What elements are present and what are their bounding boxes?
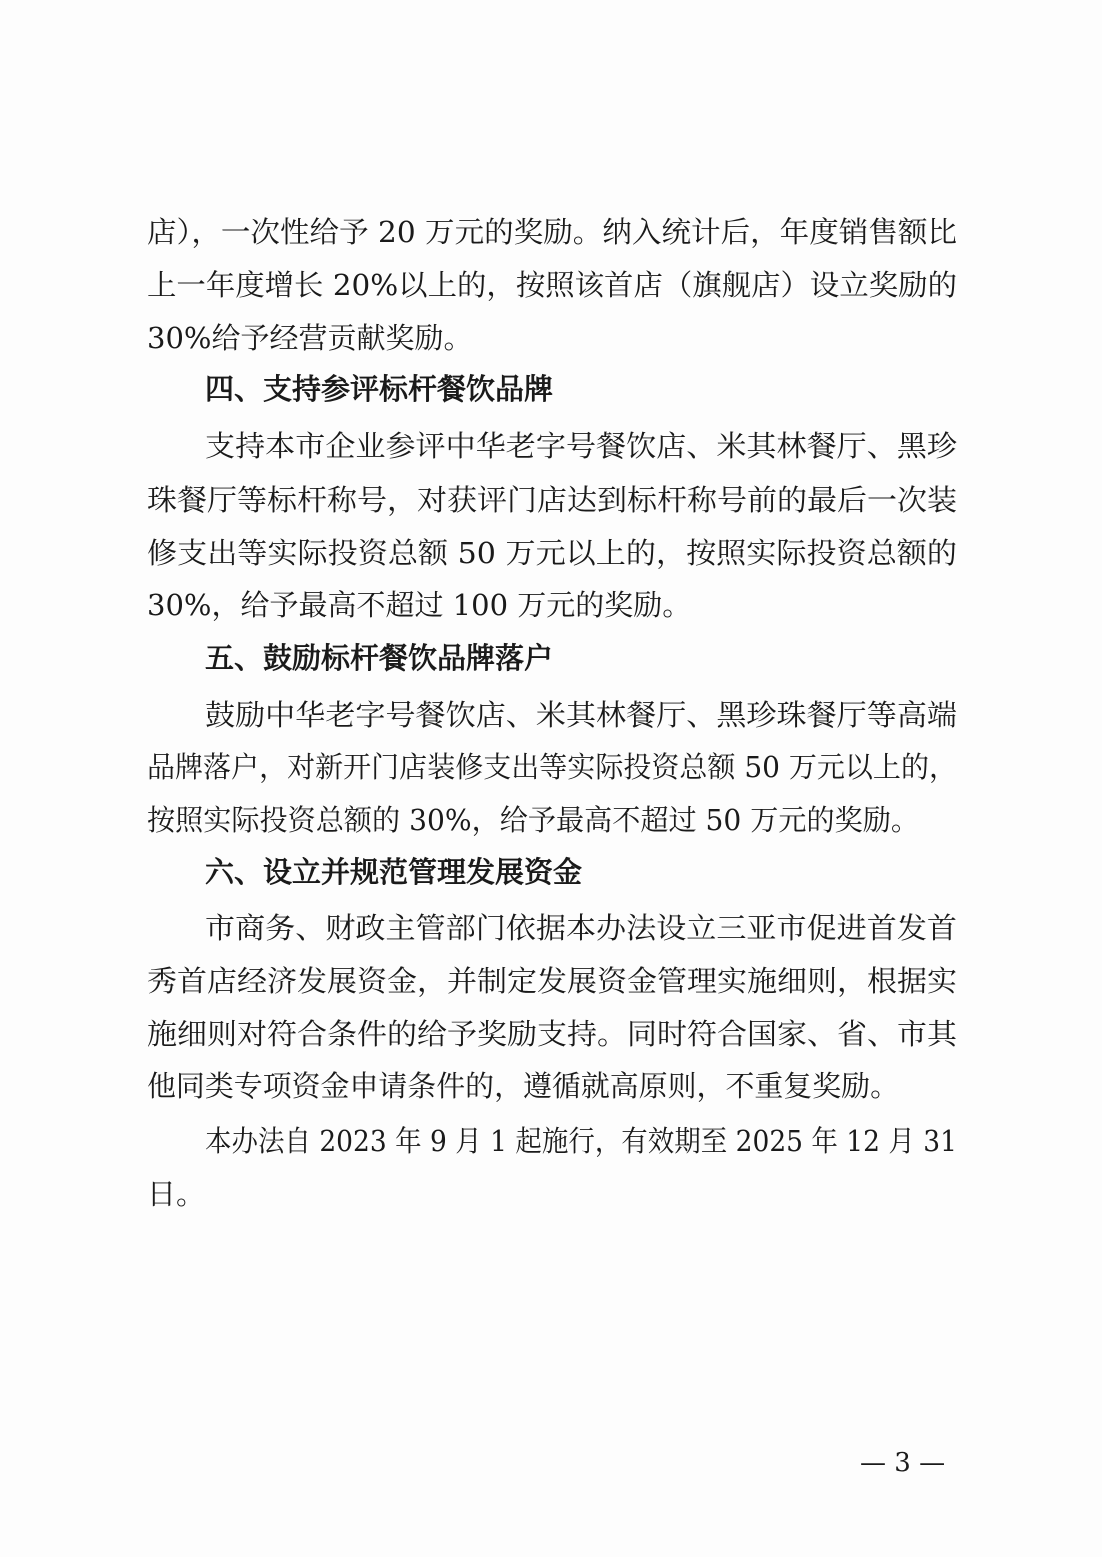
body-line [0, 526, 1102, 580]
line-text: 品牌落户，对新开门店装修支出等实际投资总额 50 万元以上的， [147, 750, 957, 784]
body-line [0, 1059, 1102, 1113]
body-line [0, 1007, 1102, 1061]
line-text: 支持本市企业参评中华老字号餐饮店、米其林餐厅、黑珍 [205, 429, 957, 463]
line-text: 30%给予经营贡献奖励。 [147, 321, 473, 355]
body-line [0, 473, 1102, 527]
body-line [0, 419, 1102, 473]
line-text: 秀首店经济发展资金，并制定发展资金管理实施细则，根据实 [147, 964, 957, 998]
line-text: 按照实际投资总额的 30%，给予最高不超过 50 万元的奖励。 [147, 803, 919, 837]
line-text: 鼓励中华老字号餐饮店、米其林餐厅、黑珍珠餐厅等高端 [205, 698, 957, 732]
body-line [0, 740, 1102, 794]
body-line [0, 205, 1102, 259]
body-line [0, 578, 1102, 632]
line-text: 本办法自 2023 年 9 月 1 起施行，有效期至 2025 年 12 月 31 [205, 1124, 957, 1158]
section-heading [0, 631, 1102, 685]
body-line [0, 793, 1102, 847]
heading-text: 六、设立并规范管理发展资金 [205, 855, 583, 889]
line-text: 上一年度增长 20%以上的，按照该首店（旗舰店）设立奖励的 [147, 268, 957, 302]
body-line [0, 311, 1102, 365]
line-text: 30%，给予最高不超过 100 万元的奖励。 [147, 588, 692, 622]
line-text: 修支出等实际投资总额 50 万元以上的，按照实际投资总额的 [147, 536, 957, 570]
section-heading [0, 845, 1102, 899]
line-text: 施细则对符合条件的给予奖励支持。同时符合国家、省、市其 [147, 1017, 957, 1051]
heading-text: 五、鼓励标杆餐饮品牌落户 [205, 641, 554, 675]
heading-text: 四、支持参评标杆餐饮品牌 [205, 372, 554, 406]
line-text: 珠餐厅等标杆称号，对获评门店达到标杆称号前的最后一次装 [147, 483, 957, 517]
line-text: 他同类专项资金申请条件的，遵循就高原则，不重复奖励。 [147, 1069, 899, 1103]
line-text: 日。 [147, 1177, 206, 1211]
body-line [0, 688, 1102, 742]
line-text: 店），一次性给予 20 万元的奖励。纳入统计后，年度销售额比 [147, 215, 957, 249]
page-number: — 3 — [860, 1448, 946, 1478]
body-line [0, 1167, 1102, 1221]
body-line [0, 954, 1102, 1008]
body-line [0, 1114, 1102, 1168]
body-line [0, 258, 1102, 312]
line-text: 市商务、财政主管部门依据本办法设立三亚市促进首发首 [205, 911, 957, 945]
body-line [0, 901, 1102, 955]
section-heading [0, 362, 1102, 416]
